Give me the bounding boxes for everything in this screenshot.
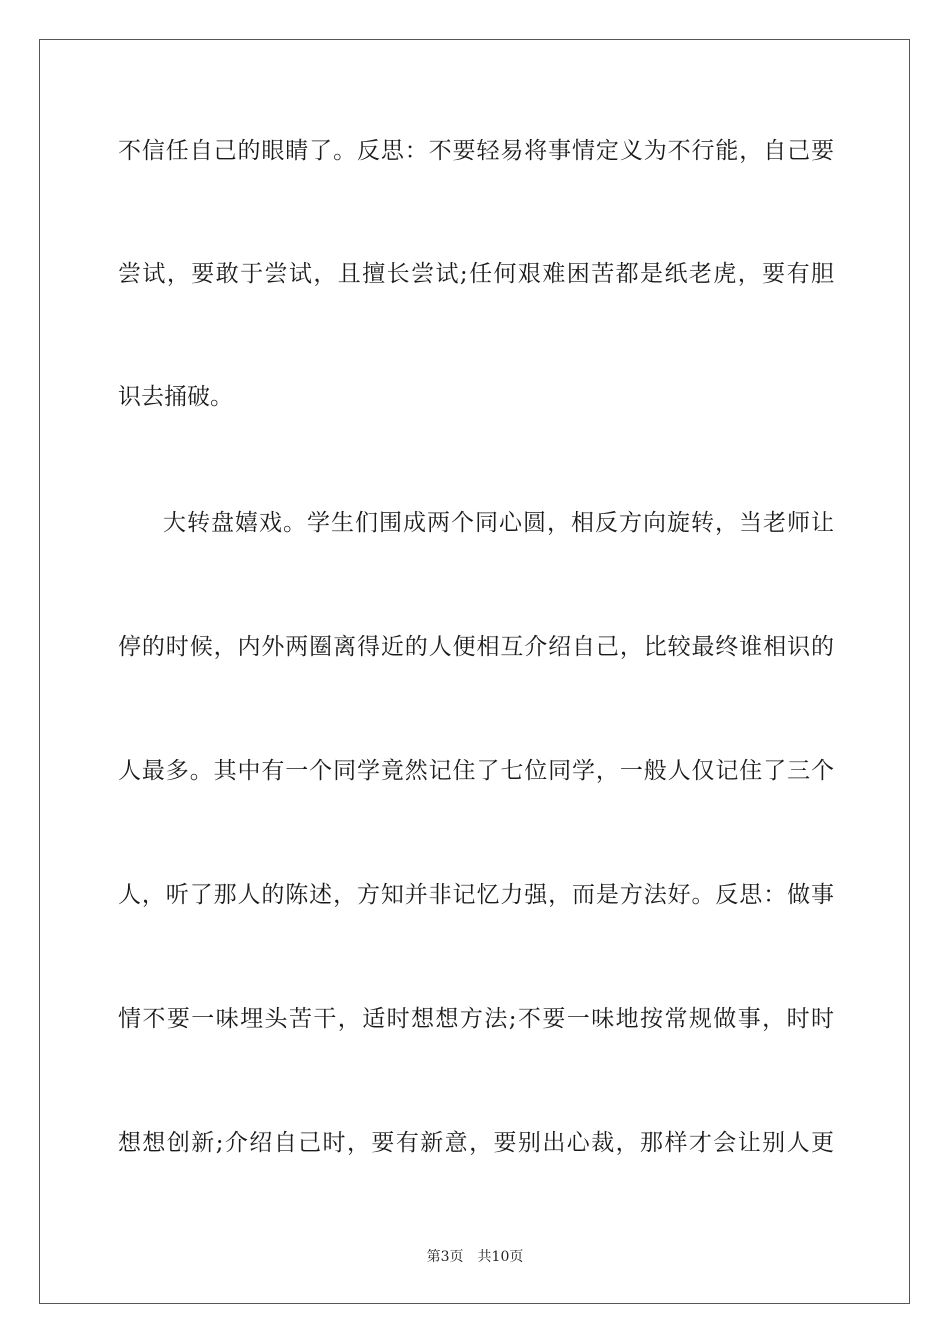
text-line: 想想创新;介绍自己时，要有新意，要别出心裁，那样才会让别人更 bbox=[118, 1130, 834, 1156]
text-line: 人最多。其中有一个同学竟然记住了七位同学，一般人仅记住了三个 bbox=[118, 758, 834, 784]
text-line: 情不要一味埋头苦干，适时想想方法;不要一味地按常规做事，时时 bbox=[118, 1006, 834, 1032]
text-line: 停的时候，内外两圈离得近的人便相互介绍自己，比较最终谁相识的 bbox=[118, 634, 834, 660]
page-footer bbox=[0, 1248, 950, 1266]
text-line: 识去捅破。 bbox=[118, 384, 233, 410]
text-line: 尝试，要敢于尝试，且擅长尝试;任何艰难困苦都是纸老虎，要有胆 bbox=[118, 261, 834, 287]
text-line: 大转盘嬉戏。学生们围成两个同心圆，相反方向旋转，当老师让 bbox=[163, 510, 834, 536]
page-number: 第3页 bbox=[426, 1249, 464, 1265]
text-line: 不信任自己的眼睛了。反思：不要轻易将事情定义为不行能，自己要 bbox=[118, 138, 834, 164]
page-border bbox=[39, 39, 910, 1304]
page-total: 共10页 bbox=[477, 1249, 524, 1265]
text-line: 人，听了那人的陈述，方知并非记忆力强，而是方法好。反思：做事 bbox=[118, 882, 834, 908]
